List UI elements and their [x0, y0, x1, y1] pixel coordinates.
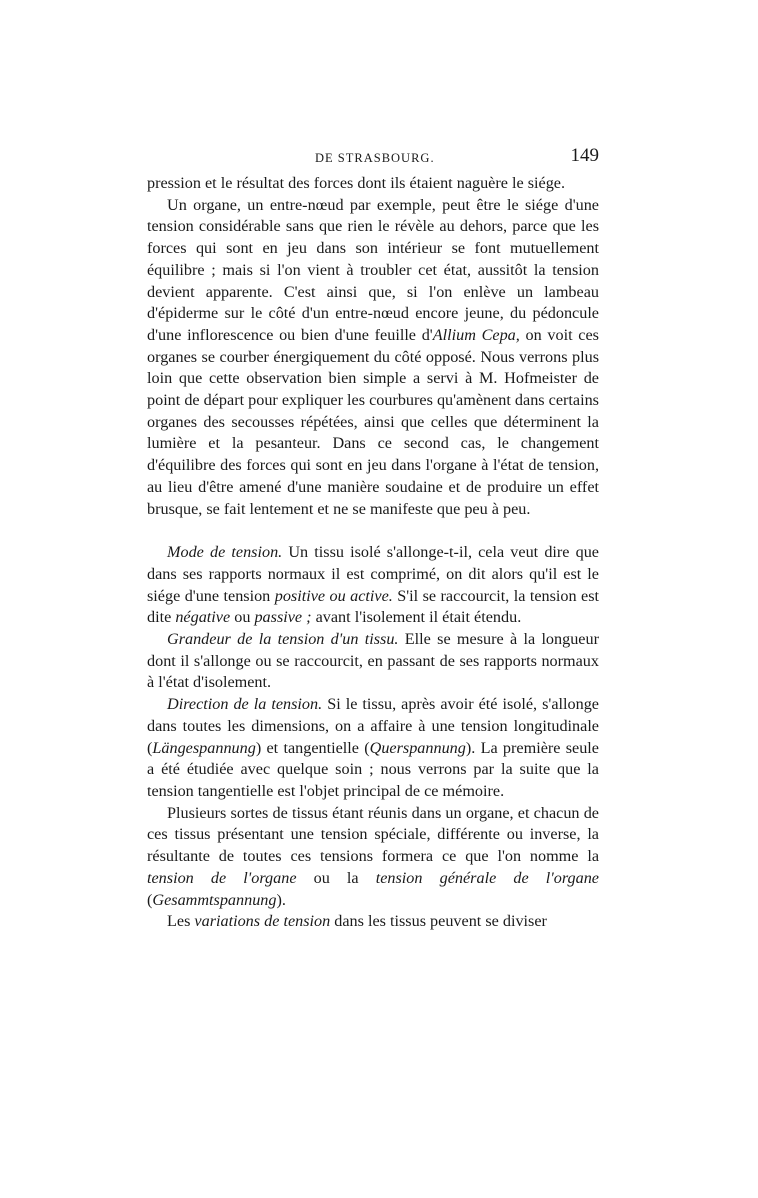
section-gap [147, 520, 599, 542]
text-run: on voit ces organes se courber énergiquement du côté opposé. Nous verrons plus loin que cette observation bien simple a servi à M. Hofmeister de point de départ pour expliquer les courbures qu'amènent dans certains organes des secousses répétées, ainsi que celles que déterminent la lumière et la pesanteur. Dans ce second cas, le changement d'équilibre des forces qui sont en jeu dans l'organe à l'état de tension, au lieu d'être amené d'une manière soudaine et de produire un effet brusque, se fait lentement et ne se manifeste que peu à peu. [147, 325, 599, 518]
running-head-title: DE STRASBOURG. [315, 151, 435, 165]
text-run: Les [167, 912, 195, 931]
text-run: avant l'isolement il était étendu. [311, 608, 522, 627]
italic-run: Querspannung [369, 738, 466, 757]
book-page [147, 145, 599, 933]
text-run: ou [230, 608, 255, 627]
text-run: Plusieurs sortes de tissus étant réunis dans un organe, et chacun de ces tissus présentant une tension spéciale, différente ou inverse, la résultante de toutes ces tensions formera ce que l'on nomme la [147, 803, 599, 866]
italic-run: tension de l'organe [147, 868, 297, 887]
text-run: Un tissu isolé s'allonge-t-il, cela veut dire que dans ses rapports normaux il est comprimé, on dit alors qu'il est le siége d'une tension [147, 543, 599, 605]
italic-run: positive ou active. [274, 586, 393, 605]
italic-run: négative [175, 608, 231, 627]
italic-run: passive ; [254, 608, 312, 627]
text-run: ). La première seule a été étudiée avec quelque soin ; nous verrons par la suite que la tension tangentielle est l'objet principal de ce mémoire. [147, 738, 599, 800]
italic-run: tension générale de l'organe [375, 868, 599, 887]
paragraph-organ-tension [147, 195, 599, 521]
paragraph-mode-de-tension [147, 542, 599, 629]
italic-heading: Grandeur de la tension d'un tissu. [167, 630, 399, 649]
italic-heading: Direction de la tension. [167, 695, 323, 714]
text-run: ( [147, 890, 153, 909]
text-run: Elle se mesure à la longueur dont il s'allonge ou se raccourcit, en passant de ses rapports normaux à l'état d'isolement. [147, 630, 599, 692]
text-run: Si le tissu, après avoir été isolé, s'allonge dans toutes les dimensions, on a affaire à une tension longitudinale ( [147, 695, 599, 757]
running-head [147, 145, 599, 173]
text-run: Un organe, un entre-nœud par exemple, peut être le siége d'une tension considérable sans que rien le révèle au dehors, parce que les forces qui sont en jeu dans son intérieur se font mutuellement équilibre ; mais si l'on vient à troubler cet état, aussitôt la tension devient apparente. C'est ainsi que, si l'on enlève un lambeau d'épiderme sur le côté d'un entre-nœud encore jeune, du pédoncule d'une inflorescence ou bien d'une feuille d' [147, 195, 599, 344]
text-run: ) et tangentielle ( [255, 738, 370, 757]
page-number: 149 [570, 145, 599, 166]
italic-run: Längespannung [152, 738, 256, 757]
paragraph-continuation: pression et le résultat des forces dont ils étaient naguère le siége. [147, 174, 566, 192]
text-run: ). [276, 890, 286, 909]
body-text [147, 173, 599, 933]
paragraph-variations [147, 911, 599, 933]
italic-heading: Mode de tension. [167, 543, 283, 562]
italic-run: Gesammtspannung [152, 890, 277, 909]
italic-run: Allium Cepa, [432, 325, 520, 344]
paragraph-plusieurs-sortes [147, 803, 599, 912]
text-run: dans les tissus peuvent se diviser [330, 912, 547, 931]
text-run: S'il se raccourcit, la tension est dite [147, 586, 600, 627]
italic-run: variations de tension [194, 912, 331, 931]
text-run: ou la [296, 868, 376, 887]
paragraph-direction [147, 694, 599, 803]
paragraph-grandeur [147, 629, 599, 694]
